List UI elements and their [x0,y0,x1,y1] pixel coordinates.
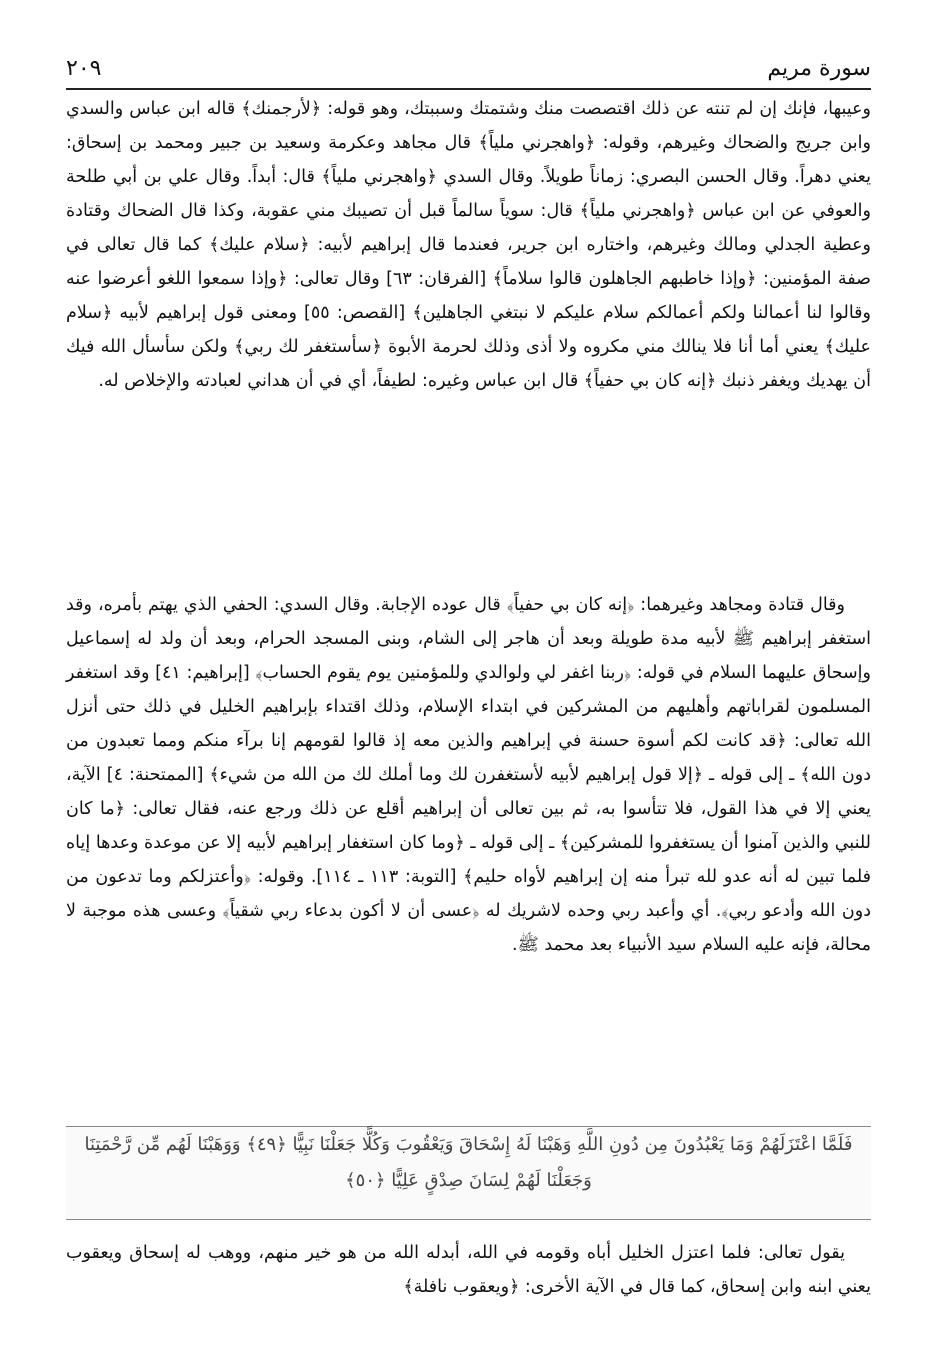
tafsir-paragraph-2: وقال قتادة ومجاهد وغيرهما: ﴿إنه كان بي حفياً﴾ قال عوده الإجابة. وقال السدي: الحفي الذي يهتم بأمره، وقد استغفر إبراهيم ﷺ لأبيه مدة طويلة وبعد أن هاجر إلى الشام، وبنى المسجد الحرام، وبعد أن ولد له إسماعيل وإسحاق عليهما السلام في قوله: ﴿ربنا اغفر لي ولوالدي وللمؤمنين يوم يقوم الحساب﴾ [إبراهيم: ٤١] وقد استغفر المسلمون لقراباتهم وأهليهم من المشركين في ابتداء الإسلام، وذلك اقتداء بإبراهيم الخليل في ذلك حتى أنزل الله تعالى: ﴿قد كانت لكم أسوة حسنة في إبراهيم والذين معه إذ قالوا لقومهم إنا برآء منكم ومما تعبدون من دون الله﴾ ـ إلى قوله ـ ﴿إلا قول إبراهيم لأبيه لأستغفرن لك وما أملك لك من الله من شيء﴾ [الممتحنة: ٤] الآية، يعني إلا في هذا القول، فلا تتأسوا به، ثم بين تعالى أن إبراهيم أقلع عن ذلك ورجع عنه، فقال تعالى: ﴿ما كان للنبي والذين آمنوا أن يستغفروا للمشركين﴾ ـ إلى قوله ـ ﴿وما كان استغفار إبراهيم لأبيه إلا عن موعدة وعدها إياه فلما تبين له أنه عدو لله تبرأ منه إن إبراهيم لأواه حليم﴾ [التوبة: ١١٣ ـ ١١٤]. وقوله: ﴿وأعتزلكم وما تدعون من دون الله وأدعو ربي﴾. أي وأعبد ربي وحده لاشريك له ﴿عسى أن لا أكون بدعاء ربي شقياً﴾ وعسى هذه موجبة لا محالة، فإنه عليه السلام سيد الأنبياء بعد محمد ﷺ. [66,595,871,955]
verse-line-1: فَلَمَّا اعْتَزَلَهُمْ وَمَا يَعْبُدُونَ مِن دُونِ اللَّهِ وَهَبْنَا لَهُ إِسْحَاقَ وَيَعْقُوبَ وَكُلًّا جَعَلْنَا نَبِيًّا ﴿٤٩﴾ وَوَهَبْنَا لَهُم مِّن رَّحْمَتِنَا [84,1134,853,1155]
surah-title: سورة مريم [767,56,871,81]
page-header [66,52,871,90]
quran-verse-block [66,1126,871,1220]
verse-line-2: وَجَعَلْنَا لَهُمْ لِسَانَ صِدْقٍ عَلِيًّا ﴿٥٠﴾ [345,1170,592,1191]
tafsir-paragraph-1: وعيبها، فإنك إن لم تنته عن ذلك اقتصصت منك وشتمتك وسببتك، وهو قوله: ﴿لأرجمنك﴾ قاله ابن عباس والسدي وابن جريج والضحاك وغيرهم، وقوله: ﴿واهجرني ملياً﴾ قال مجاهد وعكرمة وسعيد بن جبير ومحمد بن إسحاق: يعني دهراً. وقال الحسن البصري: زماناً طويلاً. وقال السدي ﴿واهجرني ملياً﴾ قال: أبداً. وقال علي بن أبي طلحة والعوفي عن ابن عباس ﴿واهجرني ملياً﴾ قال: سوياً سالماً قبل أن تصيبك مني عقوبة، وكذا قال الضحاك وقتادة وعطية الجدلي ومالك وغيرهم، واختاره ابن جرير، فعندما قال إبراهيم لأبيه: ﴿سلام عليك﴾ كما قال تعالى في صفة المؤمنين: ﴿وإذا خاطبهم الجاهلون قالوا سلاماً﴾ [الفرقان: ٦٣] وقال تعالى: ﴿وإذا سمعوا اللغو أعرضوا عنه وقالوا لنا أعمالنا ولكم أعمالكم سلام عليكم لا نبتغي الجاهلين﴾ [القصص: ٥٥] ومعنى قول إبراهيم لأبيه ﴿سلام عليك﴾ يعني أما أنا فلا ينالك مني مكروه ولا أذى وذلك لحرمة الأبوة ﴿سأستغفر لك ربي﴾ ولكن سأسأل الله فيك أن يهديك ويغفر ذنبك ﴿إنه كان بي حفياً﴾ قال ابن عباس وغيره: لطيفاً، أي في أن هداني لعبادته والإخلاص له. [66,99,872,391]
page-number: ٢٠٩ [66,56,102,81]
tafsir-paragraph-3: يقول تعالى: فلما اعتزل الخليل أباه وقومه في الله، أبدله الله من هو خير منهم، ووهب له إسحاق ويعقوب يعني ابنه وابن إسحاق، كما قال في الآية الأخرى: ﴿ويعقوب نافلة﴾ [66,1243,871,1297]
